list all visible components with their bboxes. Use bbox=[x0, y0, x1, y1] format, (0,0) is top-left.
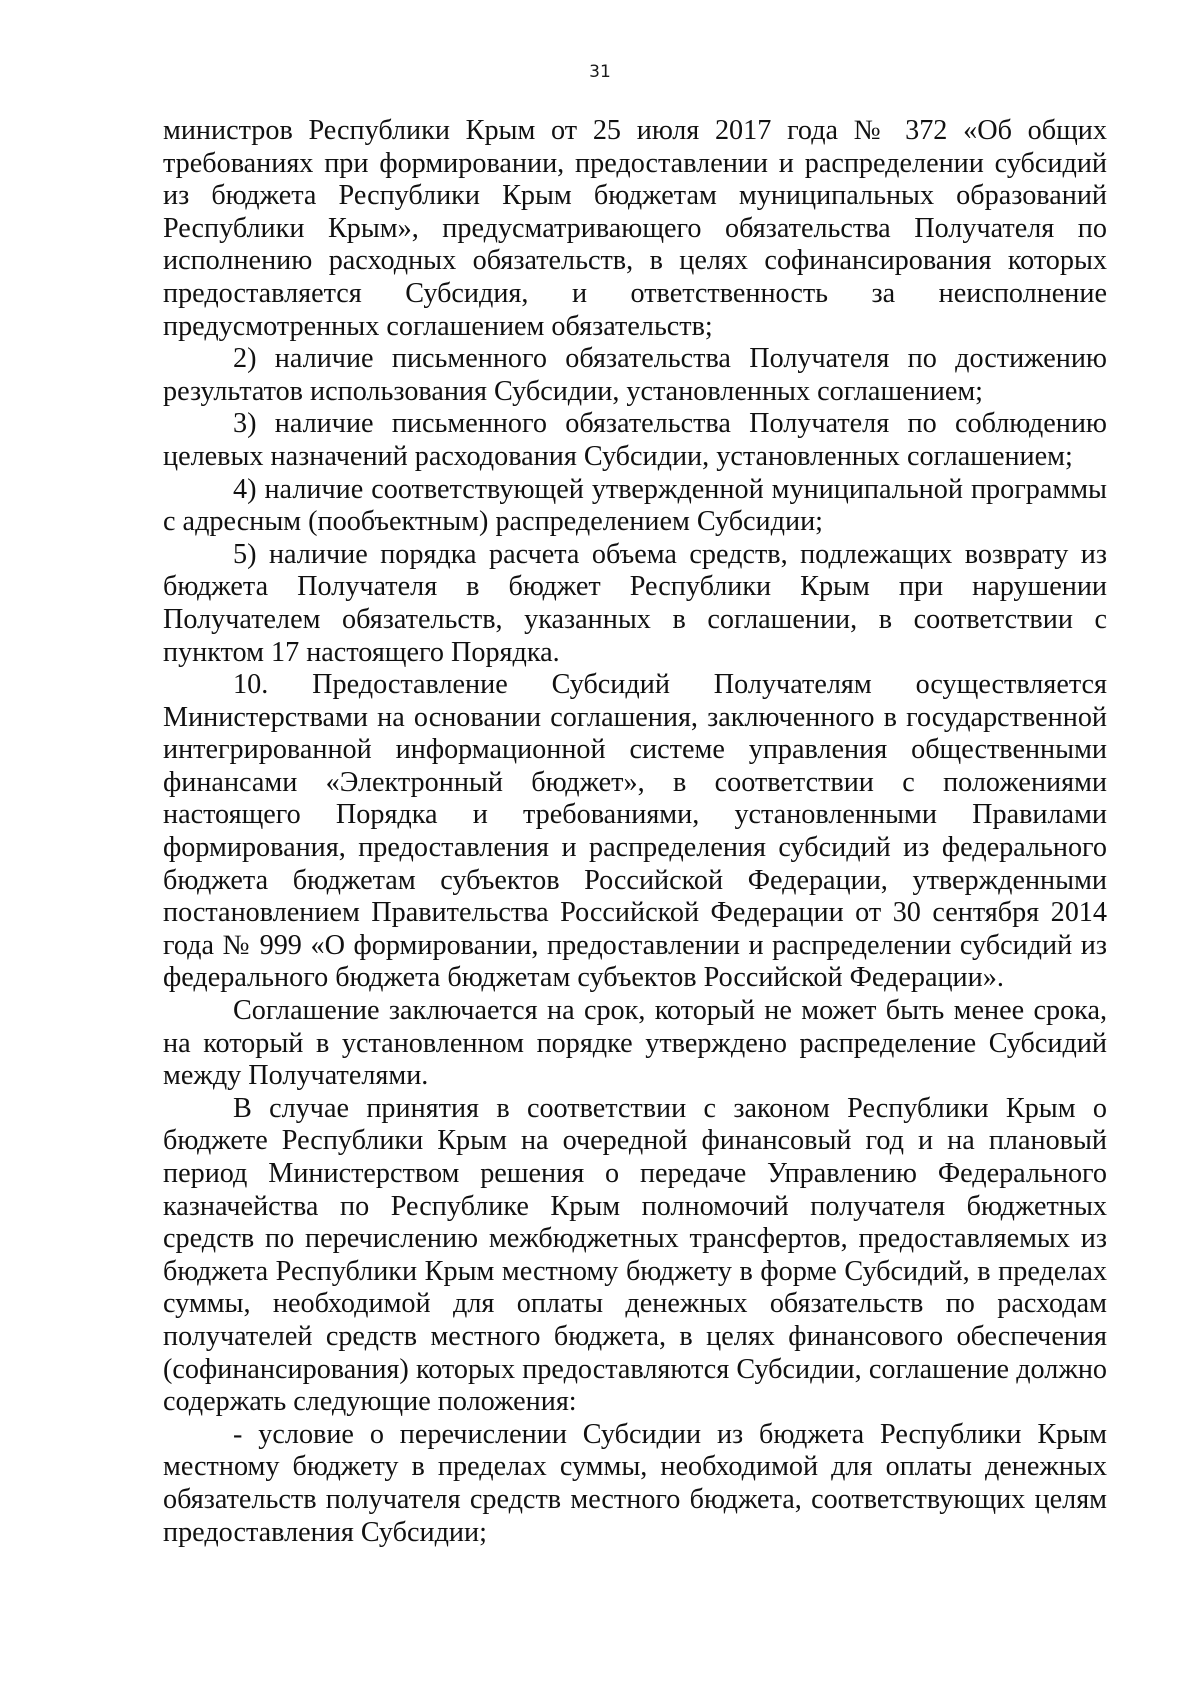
paragraph-agreement-term: Соглашение заключается на срок, который не может быть менее срока, на который в установленном порядке утверждено распределение Субсидий между Получателями. bbox=[163, 995, 1107, 1092]
paragraph-item-5: 5) наличие порядка расчета объема средств, подлежащих возврату из бюджета Получателя в бюджет Республики Крым при нарушении Получателем обязательств, указанных в соглашении, в соответствии с пунктом 17 настоящего Порядка. bbox=[163, 538, 1107, 668]
document-body bbox=[163, 115, 1107, 1549]
paragraph-section-10: 10. Предоставление Субсидий Получателям осуществляется Министерствами на основании соглашения, заключенного в государственной интегрированной информационной системе управления общественными финансами «Электронный бюджет», в соответствии с положениями настоящего Порядка и требованиями, установленными Правилами формирования, предоставления и распределения субсидий из федерального бюджета бюджетам субъектов Российской Федерации, утвержденными постановлением Правительства Российской Федерации от 30 сентября 2014 года № 999 «О формировании, предоставлении и распределении субсидий из федерального бюджета бюджетам субъектов Российской Федерации». bbox=[163, 669, 1107, 994]
paragraph-treasury-transfer: В случае принятия в соответствии с законом Республики Крым о бюджете Республики Крым на очередной финансовый год и на плановый период Министерством решения о передаче Управлению Федерального казначейства по Республике Крым полномочий получателя бюджетных средств по перечислению межбюджетных трансфертов, предоставляемых из бюджета Республики Крым местному бюджету в форме Субсидий, в пределах суммы, необходимой для оплаты денежных обязательств по расходам получателей средств местного бюджета, в целях финансового обеспечения (софинансирования) которых предоставляются Субсидии, соглашение должно содержать следующие положения: bbox=[163, 1092, 1107, 1418]
page-number: 31 bbox=[589, 62, 611, 82]
paragraph-item-3: 3) наличие письменного обязательства Получателя по соблюдению целевых назначений расходования Субсидии, установленных соглашением; bbox=[163, 408, 1107, 472]
paragraph-item-4: 4) наличие соответствующей утвержденной муниципальной программы с адресным (пообъектным) распределением Субсидии; bbox=[163, 473, 1107, 538]
paragraph-condition-item: - условие о перечислении Субсидии из бюджета Республики Крым местному бюджету в пределах суммы, необходимой для оплаты денежных обязательств получателя средств местного бюджета, соответствующих целям предоставления Субсидии; bbox=[163, 1418, 1107, 1548]
paragraph-item-2: 2) наличие письменного обязательства Получателя по достижению результатов использования Субсидии, установленных соглашением; bbox=[163, 343, 1107, 407]
paragraph-continuation: министров Республики Крым от 25 июля 2017 года № 372 «Об общих требованиях при формировании, предоставлении и распределении субсидий из бюджета Республики Крым бюджетам муниципальных образований Республики Крым», предусматривающего обязательства Получателя по исполнению расходных обязательств, в целях софинансирования которых предоставляется Субсидия, и ответственность за неисполнение предусмотренных соглашением обязательств; bbox=[163, 115, 1107, 342]
